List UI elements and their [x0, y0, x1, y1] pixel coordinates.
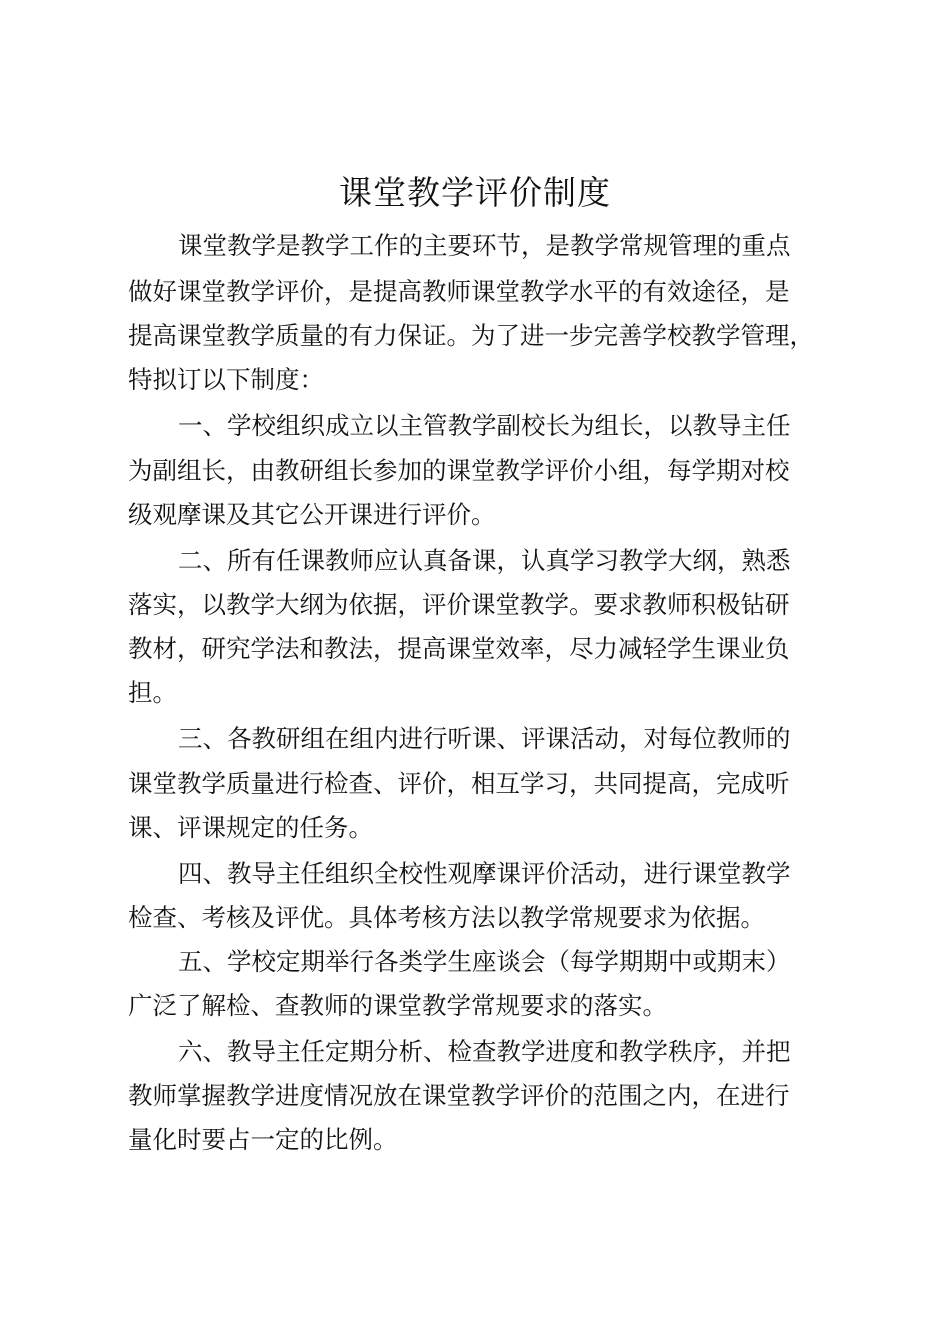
item2-line-2: 落实，以教学大纲为依据，评价课堂教学。要求教师积极钻研: [128, 590, 790, 619]
item3-line-2: 课堂教学质量进行检查、评价，相互学习，共同提高，完成听: [128, 769, 790, 798]
intro-line-4: 特拟订以下制度：: [128, 365, 324, 394]
item2-line-1: 二、所有任课教师应认真备课，认真学习教学大纲，熟悉: [178, 546, 791, 575]
item4-line-2: 检查、考核及评优。具体考核方法以教学常规要求为依据。: [128, 903, 765, 932]
intro-line-2: 做好课堂教学评价，是提高教师课堂教学水平的有效途径，是: [128, 277, 790, 306]
intro-line-1: 课堂教学是教学工作的主要环节，是教学常规管理的重点: [178, 231, 791, 260]
item3-line-3: 课、评课规定的任务。: [128, 813, 373, 842]
item2-line-3: 教材，研究学法和教法，提高课堂效率，尽力减轻学生课业负: [128, 634, 790, 663]
intro-line-3: 提高课堂教学质量的有力保证。为了进一步完善学校教学管理，: [128, 321, 814, 350]
item2-line-4: 担。: [128, 678, 177, 707]
item5-line-1: 五、学校定期举行各类学生座谈会（每学期期中或期末）: [178, 947, 791, 976]
item1-line-3: 级观摩课及其它公开课进行评价。: [128, 500, 496, 529]
document-title: 课堂教学评价制度: [339, 173, 611, 212]
item6-line-1: 六、教导主任定期分析、检查教学进度和教学秩序，并把: [178, 1037, 791, 1066]
item6-line-3: 量化时要占一定的比例。: [128, 1125, 398, 1154]
item1-line-1: 一、学校组织成立以主管教学副校长为组长，以教导主任: [178, 411, 791, 440]
item6-line-2: 教师掌握教学进度情况放在课堂教学评价的范围之内，在进行: [128, 1081, 790, 1110]
item4-line-1: 四、教导主任组织全校性观摩课评价活动，进行课堂教学: [178, 859, 791, 888]
item5-line-2: 广泛了解检、查教师的课堂教学常规要求的落实。: [128, 991, 667, 1020]
item1-line-2: 为副组长，由教研组长参加的课堂教学评价小组，每学期对校: [128, 456, 790, 485]
item3-line-1: 三、各教研组在组内进行听课、评课活动，对每位教师的: [178, 724, 791, 753]
